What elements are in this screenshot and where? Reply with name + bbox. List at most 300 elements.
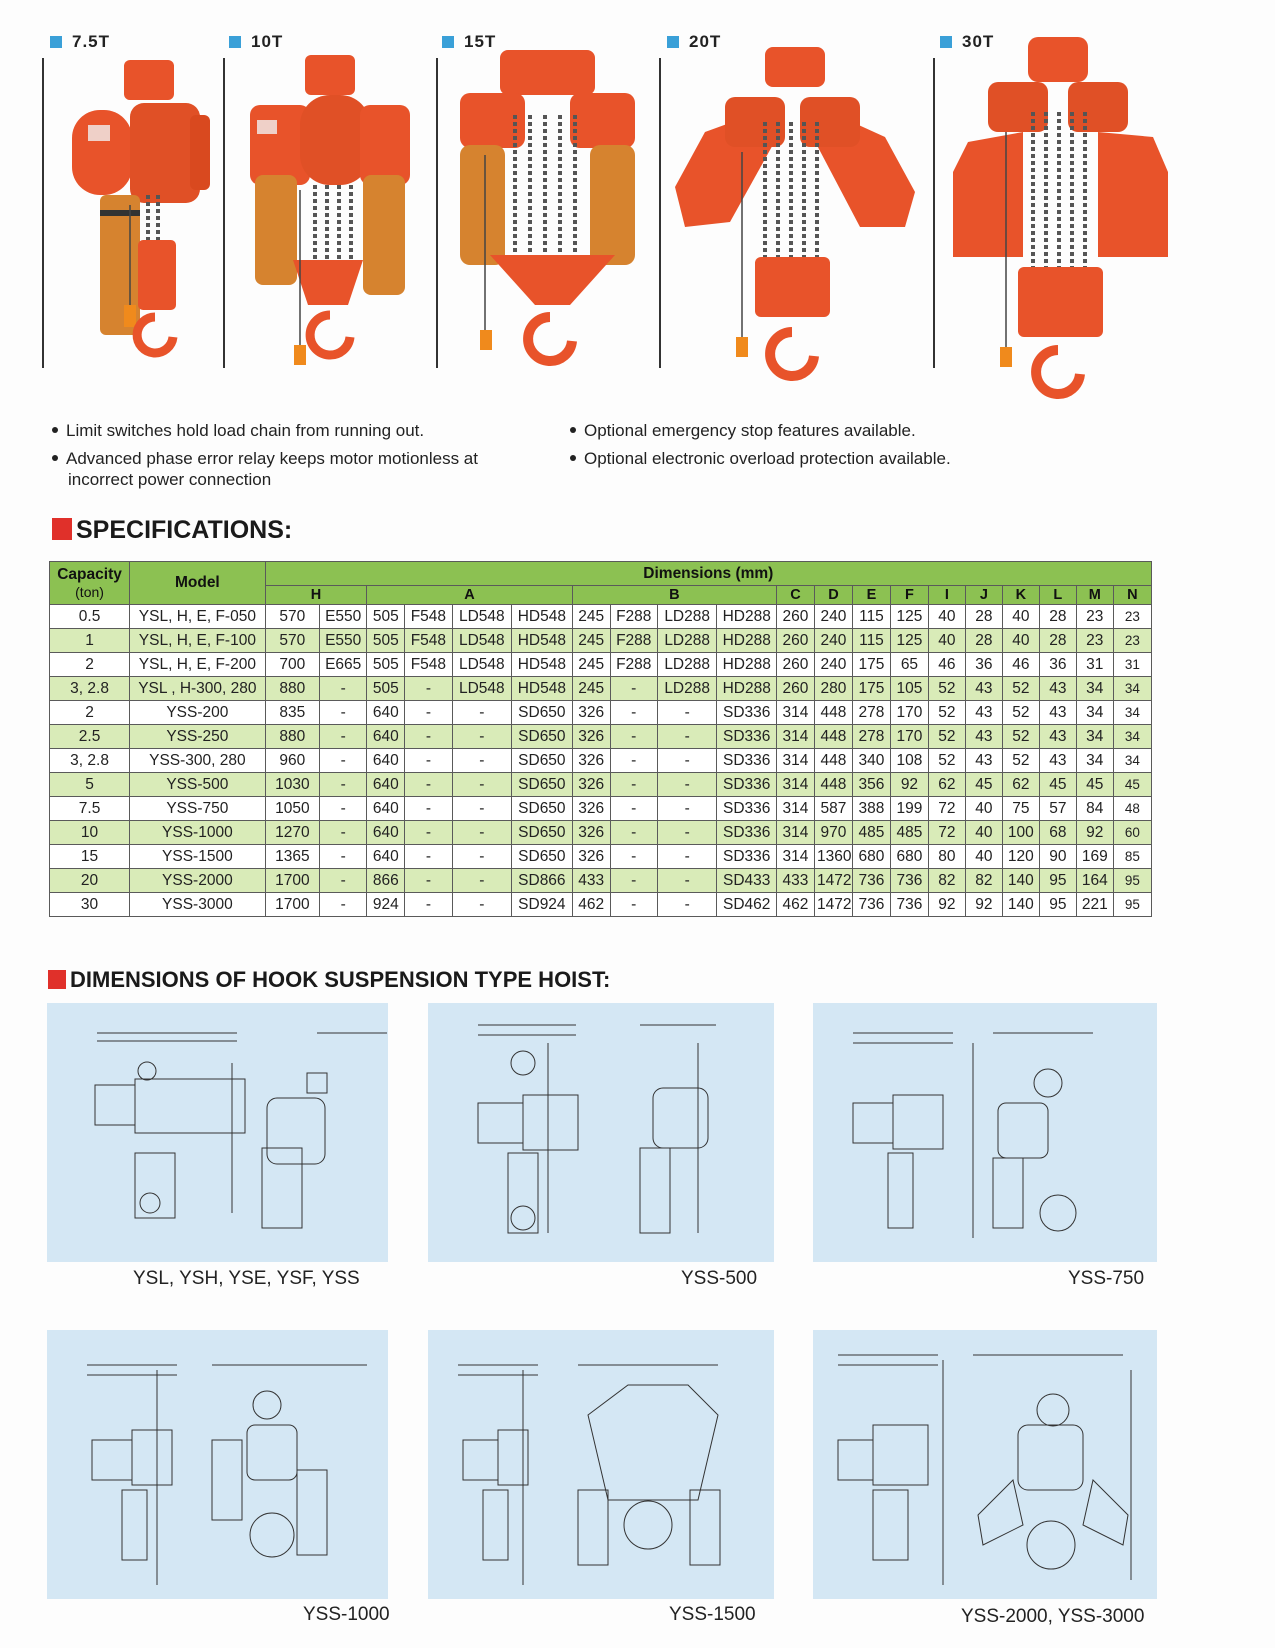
- table-cell: 23: [1076, 629, 1113, 653]
- table-cell: 314: [777, 773, 815, 797]
- table-cell: 505: [367, 677, 405, 701]
- table-cell: 314: [777, 797, 815, 821]
- table-cell: 82: [928, 869, 965, 893]
- table-cell: 52: [928, 725, 965, 749]
- table-cell: 72: [928, 821, 965, 845]
- table-cell: LD548: [452, 629, 512, 653]
- divider: [659, 58, 661, 368]
- table-cell: 970: [814, 821, 852, 845]
- table-cell: 314: [777, 701, 815, 725]
- table-cell: 95: [1039, 869, 1076, 893]
- table-cell: 45: [965, 773, 1002, 797]
- table-cell: 31: [1113, 653, 1151, 677]
- table-cell: 28: [1039, 605, 1076, 629]
- table-cell: 1365: [265, 845, 319, 869]
- table-cell: 2.5: [50, 725, 130, 749]
- table-cell: 326: [572, 773, 610, 797]
- table-cell: 10: [50, 821, 130, 845]
- table-cell: 40: [1002, 605, 1039, 629]
- table-cell: 34: [1113, 725, 1151, 749]
- table-cell: 680: [890, 845, 928, 869]
- table-cell: HD288: [717, 629, 777, 653]
- table-cell: -: [405, 869, 452, 893]
- table-cell: YSL, H, E, F-050: [130, 605, 266, 629]
- capacity-label-30t: 30T: [940, 32, 994, 52]
- table-cell: 433: [572, 869, 610, 893]
- table-cell: SD433: [717, 869, 777, 893]
- table-cell: 30: [50, 893, 130, 917]
- table-cell: -: [610, 797, 657, 821]
- table-cell: 433: [777, 869, 815, 893]
- col-n-header: N: [1113, 586, 1151, 605]
- table-cell: 34: [1113, 749, 1151, 773]
- table-row: [50, 701, 1152, 725]
- table-cell: 23: [1113, 605, 1151, 629]
- table-row: [50, 893, 1152, 917]
- feature-limit-switch: Limit switches hold load chain from running out.: [52, 420, 512, 441]
- table-cell: 448: [814, 749, 852, 773]
- table-cell: 68: [1039, 821, 1076, 845]
- table-cell: 3, 2.8: [50, 749, 130, 773]
- blue-square-icon: [229, 36, 241, 48]
- table-cell: SD336: [717, 701, 777, 725]
- table-cell: HD288: [717, 677, 777, 701]
- table-cell: HD548: [512, 653, 573, 677]
- table-cell: 92: [928, 893, 965, 917]
- table-cell: 1030: [265, 773, 319, 797]
- table-cell: -: [657, 821, 717, 845]
- col-m-header: M: [1076, 586, 1113, 605]
- capacity-header: Capacity (ton): [50, 562, 130, 605]
- table-cell: -: [405, 821, 452, 845]
- table-cell: 1050: [265, 797, 319, 821]
- dimensions-header: Dimensions (mm): [265, 562, 1151, 586]
- table-row: [50, 749, 1152, 773]
- table-cell: -: [405, 773, 452, 797]
- table-cell: 40: [928, 629, 965, 653]
- table-cell: 880: [265, 677, 319, 701]
- drawing-panel-ysl: [47, 1003, 388, 1262]
- table-cell: -: [320, 749, 367, 773]
- table-cell: 52: [1002, 749, 1039, 773]
- table-cell: 40: [965, 845, 1002, 869]
- table-cell: SD924: [512, 893, 573, 917]
- table-cell: 314: [777, 845, 815, 869]
- capacity-label-20t: 20T: [667, 32, 721, 52]
- table-cell: -: [657, 701, 717, 725]
- table-cell: -: [320, 821, 367, 845]
- table-cell: YSS-3000: [130, 893, 266, 917]
- table-cell: LD548: [452, 605, 512, 629]
- table-cell: 105: [890, 677, 928, 701]
- table-cell: 34: [1113, 701, 1151, 725]
- drawing-panel-yss-1500: [428, 1330, 774, 1599]
- table-cell: -: [610, 869, 657, 893]
- table-cell: 260: [777, 677, 815, 701]
- table-cell: F288: [610, 605, 657, 629]
- table-row: [50, 869, 1152, 893]
- table-cell: 2: [50, 653, 130, 677]
- table-cell: 34: [1076, 749, 1113, 773]
- table-cell: 1700: [265, 869, 319, 893]
- table-cell: 31: [1076, 653, 1113, 677]
- table-cell: 52: [1002, 677, 1039, 701]
- table-cell: 90: [1039, 845, 1076, 869]
- hoist-20t-image: [670, 42, 920, 387]
- caption-yss-1000: YSS-1000: [303, 1604, 390, 1625]
- dimensions-heading: DIMENSIONS OF HOOK SUSPENSION TYPE HOIST:: [48, 967, 610, 993]
- table-cell: 84: [1076, 797, 1113, 821]
- table-cell: 0.5: [50, 605, 130, 629]
- table-cell: 140: [1002, 893, 1039, 917]
- divider: [436, 58, 438, 368]
- table-cell: -: [320, 725, 367, 749]
- table-cell: -: [610, 749, 657, 773]
- table-cell: YSS-1000: [130, 821, 266, 845]
- table-cell: 40: [1002, 629, 1039, 653]
- col-i-header: I: [928, 586, 965, 605]
- table-cell: LD288: [657, 605, 717, 629]
- table-cell: 736: [890, 869, 928, 893]
- table-cell: 1472: [814, 893, 852, 917]
- table-cell: YSS-200: [130, 701, 266, 725]
- table-cell: 505: [367, 653, 405, 677]
- table-cell: 28: [1039, 629, 1076, 653]
- table-cell: 260: [777, 629, 815, 653]
- table-cell: SD650: [512, 797, 573, 821]
- table-cell: -: [452, 797, 512, 821]
- table-cell: -: [320, 869, 367, 893]
- blue-square-icon: [50, 36, 62, 48]
- col-j-header: J: [965, 586, 1002, 605]
- table-cell: 57: [1039, 797, 1076, 821]
- table-cell: 260: [777, 605, 815, 629]
- table-cell: LD548: [452, 653, 512, 677]
- table-cell: 326: [572, 845, 610, 869]
- table-cell: LD288: [657, 629, 717, 653]
- table-cell: 640: [367, 821, 405, 845]
- table-cell: 326: [572, 821, 610, 845]
- table-cell: 92: [890, 773, 928, 797]
- bullet-icon: [570, 455, 576, 461]
- table-cell: 46: [928, 653, 965, 677]
- table-cell: 52: [928, 701, 965, 725]
- col-e-header: E: [852, 586, 890, 605]
- caption-ysl: YSL, YSH, YSE, YSF, YSS: [133, 1268, 360, 1289]
- table-cell: F288: [610, 629, 657, 653]
- red-square-icon: [52, 518, 72, 540]
- table-cell: -: [320, 797, 367, 821]
- table-cell: 587: [814, 797, 852, 821]
- table-cell: 72: [928, 797, 965, 821]
- table-cell: 52: [928, 677, 965, 701]
- table-cell: 75: [1002, 797, 1039, 821]
- table-cell: -: [657, 749, 717, 773]
- hoist-drawing-yss-1000: [47, 1330, 388, 1599]
- table-cell: 40: [965, 821, 1002, 845]
- table-row: [50, 821, 1152, 845]
- col-b-header: B: [572, 586, 776, 605]
- table-cell: 388: [852, 797, 890, 821]
- table-cell: -: [405, 725, 452, 749]
- table-cell: 240: [814, 629, 852, 653]
- table-cell: 326: [572, 797, 610, 821]
- model-header: Model: [130, 562, 266, 605]
- table-cell: 736: [852, 893, 890, 917]
- table-cell: -: [610, 773, 657, 797]
- capacity-label-10t: 10T: [229, 32, 283, 52]
- table-cell: 278: [852, 725, 890, 749]
- table-cell: 1700: [265, 893, 319, 917]
- table-cell: YSS-2000: [130, 869, 266, 893]
- table-cell: 736: [890, 893, 928, 917]
- table-cell: -: [405, 677, 452, 701]
- table-cell: 170: [890, 725, 928, 749]
- table-cell: -: [657, 773, 717, 797]
- table-cell: 448: [814, 701, 852, 725]
- table-cell: 36: [965, 653, 1002, 677]
- table-cell: 199: [890, 797, 928, 821]
- table-cell: SD650: [512, 725, 573, 749]
- table-cell: YSS-750: [130, 797, 266, 821]
- feature-phase-relay: Advanced phase error relay keeps motor motionless at incorrect power connection: [52, 448, 528, 490]
- table-cell: 34: [1076, 701, 1113, 725]
- table-cell: 880: [265, 725, 319, 749]
- table-cell: 115: [852, 605, 890, 629]
- table-cell: E550: [320, 629, 367, 653]
- table-cell: -: [405, 893, 452, 917]
- table-cell: 92: [1076, 821, 1113, 845]
- table-cell: 82: [965, 869, 1002, 893]
- table-cell: 640: [367, 845, 405, 869]
- drawing-panel-yss-1000: [47, 1330, 388, 1599]
- hoist-10t-image: [245, 50, 415, 375]
- table-row: [50, 797, 1152, 821]
- table-cell: LD288: [657, 677, 717, 701]
- table-cell: 40: [928, 605, 965, 629]
- table-cell: 28: [965, 629, 1002, 653]
- table-cell: -: [452, 845, 512, 869]
- table-cell: 240: [814, 605, 852, 629]
- table-cell: 640: [367, 749, 405, 773]
- table-cell: 23: [1113, 629, 1151, 653]
- table-cell: 43: [965, 725, 1002, 749]
- table-cell: -: [452, 893, 512, 917]
- table-cell: SD650: [512, 749, 573, 773]
- table-cell: 221: [1076, 893, 1113, 917]
- table-cell: HD288: [717, 605, 777, 629]
- table-cell: -: [657, 797, 717, 821]
- table-cell: -: [610, 845, 657, 869]
- table-cell: 570: [265, 629, 319, 653]
- table-row: [50, 845, 1152, 869]
- table-cell: 36: [1039, 653, 1076, 677]
- table-cell: -: [452, 725, 512, 749]
- divider: [223, 58, 225, 368]
- table-cell: 245: [572, 605, 610, 629]
- table-cell: -: [320, 677, 367, 701]
- table-cell: 245: [572, 677, 610, 701]
- col-l-header: L: [1039, 586, 1076, 605]
- col-a-header: A: [367, 586, 572, 605]
- col-f-header: F: [890, 586, 928, 605]
- table-cell: 48: [1113, 797, 1151, 821]
- table-cell: 80: [928, 845, 965, 869]
- table-cell: 95: [1113, 869, 1151, 893]
- table-cell: F548: [405, 605, 452, 629]
- table-cell: 2: [50, 701, 130, 725]
- table-cell: 340: [852, 749, 890, 773]
- table-cell: E550: [320, 605, 367, 629]
- hoist-7-5t-image: [60, 55, 220, 375]
- drawing-panel-yss-500: [428, 1003, 774, 1262]
- table-cell: 45: [1076, 773, 1113, 797]
- drawing-panel-yss-750: [813, 1003, 1157, 1262]
- table-cell: 640: [367, 797, 405, 821]
- table-cell: -: [405, 797, 452, 821]
- col-h-header: H: [265, 586, 367, 605]
- table-cell: 62: [928, 773, 965, 797]
- table-cell: -: [610, 725, 657, 749]
- table-cell: SD650: [512, 821, 573, 845]
- table-cell: -: [657, 893, 717, 917]
- table-cell: 40: [965, 797, 1002, 821]
- table-cell: 108: [890, 749, 928, 773]
- table-cell: 866: [367, 869, 405, 893]
- divider: [42, 58, 44, 368]
- table-cell: 356: [852, 773, 890, 797]
- table-cell: 43: [965, 701, 1002, 725]
- table-row: [50, 725, 1152, 749]
- table-cell: -: [405, 845, 452, 869]
- table-cell: 1360: [814, 845, 852, 869]
- table-cell: SD336: [717, 773, 777, 797]
- table-cell: 34: [1076, 677, 1113, 701]
- table-cell: 462: [777, 893, 815, 917]
- table-cell: 175: [852, 653, 890, 677]
- table-cell: YSS-1500: [130, 845, 266, 869]
- table-cell: 570: [265, 605, 319, 629]
- table-cell: 485: [890, 821, 928, 845]
- table-cell: SD336: [717, 749, 777, 773]
- hoist-15t-image: [455, 45, 645, 380]
- table-cell: F548: [405, 653, 452, 677]
- table-cell: 169: [1076, 845, 1113, 869]
- table-cell: -: [657, 725, 717, 749]
- table-cell: 326: [572, 725, 610, 749]
- table-cell: -: [657, 845, 717, 869]
- table-row: [50, 605, 1152, 629]
- table-cell: -: [320, 773, 367, 797]
- table-cell: 835: [265, 701, 319, 725]
- hoist-drawing-ysl: [47, 1003, 388, 1262]
- table-cell: -: [452, 773, 512, 797]
- table-cell: F548: [405, 629, 452, 653]
- table-cell: 640: [367, 701, 405, 725]
- table-cell: -: [452, 869, 512, 893]
- table-cell: 43: [1039, 701, 1076, 725]
- table-cell: SD336: [717, 797, 777, 821]
- hoist-drawing-yss-2000-3000: [813, 1330, 1157, 1599]
- caption-yss-2000-3000: YSS-2000, YSS-3000: [961, 1606, 1145, 1627]
- table-cell: 140: [1002, 869, 1039, 893]
- table-cell: YSS-500: [130, 773, 266, 797]
- table-cell: SD650: [512, 845, 573, 869]
- specifications-table: [49, 561, 1152, 917]
- table-cell: YSL , H-300, 280: [130, 677, 266, 701]
- table-cell: 175: [852, 677, 890, 701]
- table-cell: SD650: [512, 701, 573, 725]
- table-cell: HD548: [512, 605, 573, 629]
- capacity-label-15t: 15T: [442, 32, 496, 52]
- table-cell: 52: [1002, 701, 1039, 725]
- table-cell: 448: [814, 773, 852, 797]
- table-cell: 43: [965, 749, 1002, 773]
- table-cell: YSL, H, E, F-100: [130, 629, 266, 653]
- table-cell: 125: [890, 605, 928, 629]
- divider: [933, 58, 935, 368]
- table-cell: 314: [777, 749, 815, 773]
- table-cell: YSS-250: [130, 725, 266, 749]
- table-cell: -: [320, 845, 367, 869]
- table-cell: -: [405, 701, 452, 725]
- caption-yss-1500: YSS-1500: [669, 1604, 756, 1625]
- table-cell: 43: [1039, 677, 1076, 701]
- table-cell: -: [657, 869, 717, 893]
- caption-yss-500: YSS-500: [681, 1268, 758, 1289]
- table-cell: -: [610, 821, 657, 845]
- table-cell: 1270: [265, 821, 319, 845]
- table-cell: 20: [50, 869, 130, 893]
- table-cell: 7.5: [50, 797, 130, 821]
- table-cell: 45: [1113, 773, 1151, 797]
- table-cell: 60: [1113, 821, 1151, 845]
- table-cell: 314: [777, 725, 815, 749]
- table-cell: 15: [50, 845, 130, 869]
- feature-emergency-stop: Optional emergency stop features available.: [570, 420, 1070, 441]
- table-cell: 28: [965, 605, 1002, 629]
- red-square-icon: [48, 970, 66, 989]
- table-cell: 23: [1076, 605, 1113, 629]
- specifications-heading: SPECIFICATIONS:: [52, 516, 292, 545]
- table-cell: 505: [367, 629, 405, 653]
- table-cell: 736: [852, 869, 890, 893]
- table-cell: 326: [572, 749, 610, 773]
- table-row: [50, 653, 1152, 677]
- table-cell: 43: [1039, 725, 1076, 749]
- bullet-icon: [52, 427, 58, 433]
- table-cell: 100: [1002, 821, 1039, 845]
- table-cell: 85: [1113, 845, 1151, 869]
- table-cell: 45: [1039, 773, 1076, 797]
- table-cell: SD336: [717, 821, 777, 845]
- table-cell: 700: [265, 653, 319, 677]
- table-cell: SD650: [512, 773, 573, 797]
- table-cell: 115: [852, 629, 890, 653]
- table-cell: 448: [814, 725, 852, 749]
- table-cell: 164: [1076, 869, 1113, 893]
- table-cell: -: [320, 893, 367, 917]
- table-cell: 924: [367, 893, 405, 917]
- table-cell: LD288: [657, 653, 717, 677]
- table-cell: -: [610, 701, 657, 725]
- table-cell: 46: [1002, 653, 1039, 677]
- table-cell: 65: [890, 653, 928, 677]
- hoist-drawing-yss-750: [813, 1003, 1157, 1262]
- table-cell: 505: [367, 605, 405, 629]
- caption-yss-750: YSS-750: [1068, 1268, 1145, 1289]
- drawing-panel-yss-2000-3000: [813, 1330, 1157, 1599]
